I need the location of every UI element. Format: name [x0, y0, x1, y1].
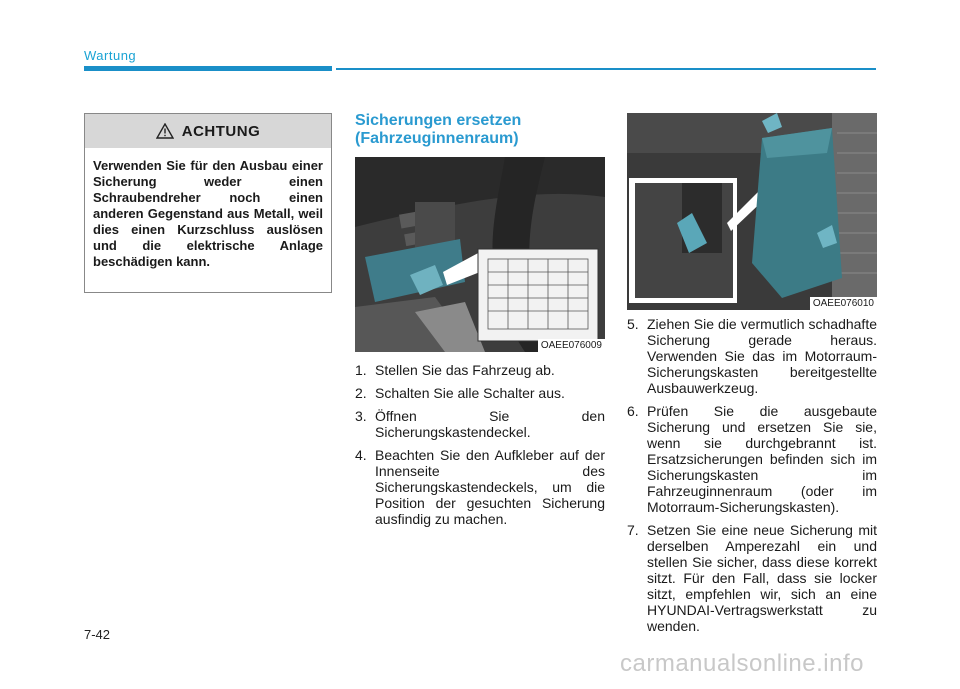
list-item — [355, 362, 605, 378]
caution-title: ACHTUNG — [181, 122, 261, 140]
page-number: 7-42 — [84, 627, 111, 642]
step-text: Schalten Sie alle Schalter aus. — [375, 385, 565, 401]
header-bar-thin — [336, 68, 876, 70]
list-item — [627, 403, 877, 515]
figure-interior-fuse-panel — [355, 157, 605, 352]
list-item — [627, 522, 877, 634]
step-number: 4. — [355, 447, 367, 463]
figure-code: OAEE076010 — [810, 297, 877, 310]
step-number: 7. — [627, 522, 639, 538]
figure-code: OAEE076009 — [538, 339, 605, 352]
list-item — [355, 447, 605, 527]
step-text: Setzen Sie eine neue Sicherung mit derselben Amperezahl ein und stellen Sie sicher, dass diese korrekt sitzt. Für den Fall, dass sie locker sitzt, empfehlen wir, sich an eine HYUNDAI-Vertragswerkstatt zu wenden. — [647, 522, 877, 634]
step-text: Ziehen Sie die vermutlich schadhafte Sicherung gerade heraus. Verwenden Sie das im Motorraum-Sicherungskasten bereitgestellte Ausbauwerkzeug. — [647, 316, 877, 396]
caution-header — [85, 114, 331, 148]
step-text: Beachten Sie den Aufkleber auf der Innenseite des Sicherungskastendeckels, um die Position der gesuchten Sicherung ausfindig zu machen. — [375, 447, 605, 527]
step-number: 2. — [355, 385, 367, 401]
list-item — [355, 385, 605, 401]
step-number: 3. — [355, 408, 367, 424]
caution-box — [84, 113, 332, 293]
header-bar-thick — [84, 66, 332, 71]
watermark: carmanualsonline.info — [620, 650, 864, 677]
step-number: 1. — [355, 362, 367, 378]
section-heading-line1: Sicherungen ersetzen — [355, 112, 522, 129]
section-heading-line2: (Fahrzeuginnenraum) — [355, 130, 519, 147]
step-text: Prüfen Sie die ausgebaute Sicherung und ersetzen Sie sie, wenn sie durchgebrannt ist. Ersatzsicherungen befinden sich im Sicherungskasten im Fahrzeuginnenraum (oder im Motorraum-Sicherungskasten). — [647, 403, 877, 515]
step-number: 6. — [627, 403, 639, 419]
step-text: Öffnen Sie den Sicherungskastendeckel. — [375, 408, 605, 440]
section-heading — [355, 112, 521, 148]
interior-dashboard-illustration — [355, 157, 605, 352]
figure-fuse-box-engine — [627, 113, 877, 310]
section-label: Wartung — [84, 48, 137, 63]
fuse-box-illustration — [627, 113, 877, 310]
steps-column-left — [355, 362, 605, 534]
warning-triangle-icon — [156, 123, 174, 139]
steps-column-right — [627, 316, 877, 641]
list-item — [355, 408, 605, 440]
step-number: 5. — [627, 316, 639, 332]
caution-text: Verwenden Sie für den Ausbau einer Sicherung weder einen Schraubendreher noch einen anderen Gegenstand aus Metall, weil dies einen Kurzschluss auslösen und die elektrische Anlage beschädigen kann. — [93, 158, 323, 269]
step-text: Stellen Sie das Fahrzeug ab. — [375, 362, 555, 378]
list-item — [627, 316, 877, 396]
